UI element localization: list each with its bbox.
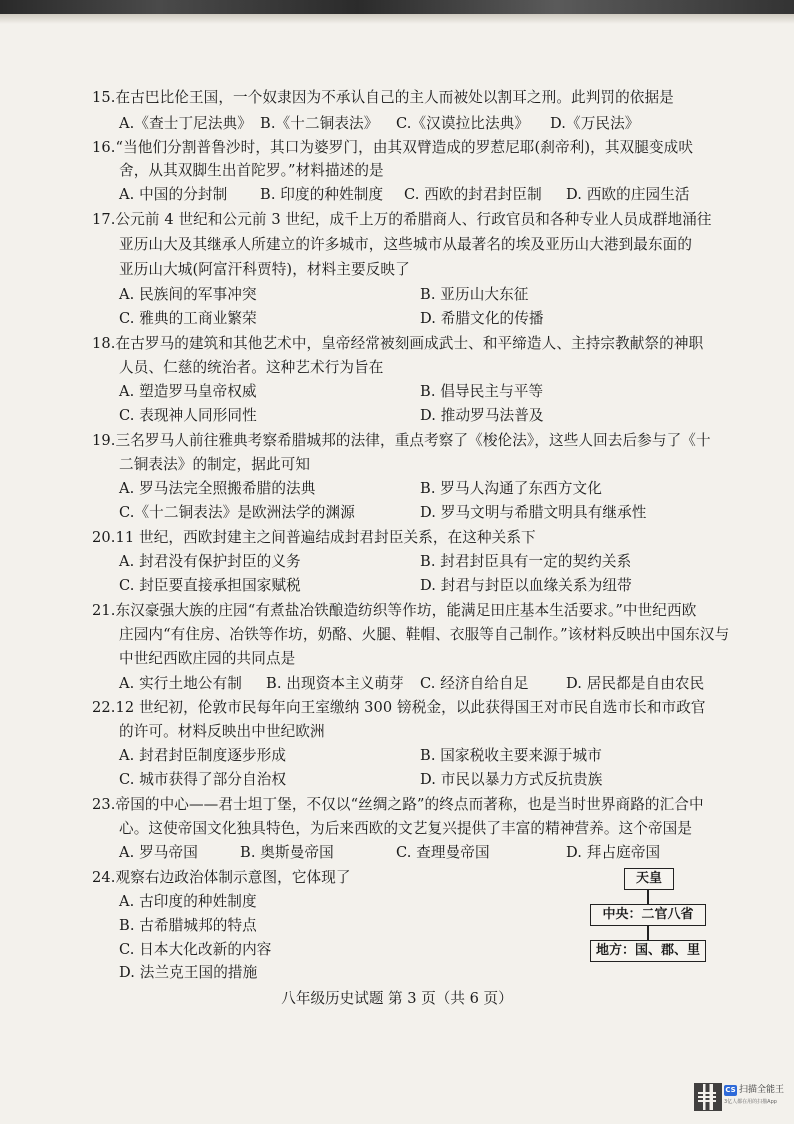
- q16-option-c: C. 西欧的封君封臣制: [404, 186, 542, 203]
- question-22-stem: 22.12 世纪初，伦敦市民每年向王室缴纳 300 镑税金，以此获得国王对市民自选市长和市政官: [92, 699, 706, 716]
- political-system-diagram: [590, 868, 708, 964]
- question-21-stem-cont-1: 庄园内“有住房、冶铁等作坊，奶酪、火腿、鞋帽、衣服等自己制作。”该材料反映出中国东汉与: [119, 626, 730, 643]
- q21-option-c: C. 经济自给自足: [420, 675, 529, 692]
- page-footer: 八年级历史试题 第 3 页（共 6 页）: [281, 990, 513, 1007]
- q20-option-a: A. 封君没有保护封臣的义务: [119, 553, 301, 570]
- q18-option-b: B. 倡导民主与平等: [420, 383, 544, 400]
- scanner-app-name: 扫描全能王: [739, 1085, 785, 1095]
- q19-option-c: C.《十二铜表法》是欧洲法学的渊源: [119, 504, 355, 521]
- q16-option-a: A. 中国的分封制: [119, 186, 228, 203]
- question-21-stem: 21.东汉豪强大族的庄园“有煮盐冶铁酿造纺织等作坊，能满足田庄基本生活要求。”中世纪西欧: [92, 602, 697, 619]
- q23-option-b: B. 奥斯曼帝国: [240, 844, 334, 861]
- question-24-stem: 24.观察右边政治体制示意图，它体现了: [92, 869, 351, 886]
- diagram-connector-top: [647, 890, 649, 904]
- q21-option-b: B. 出现资本主义萌芽: [266, 675, 404, 692]
- q16-option-d: D. 西欧的庄园生活: [566, 186, 690, 203]
- diagram-central-box: 中央：二官八省: [590, 904, 706, 926]
- question-19-stem: 19.三名罗马人前往雅典考察希腊城邦的法律，重点考察了《梭伦法》，这些人回去后参与了《十: [92, 432, 711, 449]
- question-21-stem-cont-2: 中世纪西欧庄园的共同点是: [119, 650, 296, 667]
- question-23-stem-cont: 心。这使帝国文化独具特色，为后来西欧的文艺复兴提供了丰富的精神营养。这个帝国是: [119, 820, 693, 837]
- q24-option-d: D. 法兰克王国的措施: [119, 964, 258, 981]
- q19-option-b: B. 罗马人沟通了东西方文化: [420, 480, 602, 497]
- q20-option-d: D. 封君与封臣以血缘关系为纽带: [420, 577, 632, 594]
- q18-option-c: C. 表现神人同形同性: [119, 407, 257, 424]
- question-23-stem: 23.帝国的中心——君士坦丁堡，不仅以“丝绸之路”的终点而著称，也是当时世界商路的汇合中: [92, 796, 704, 813]
- q20-option-b: B. 封君封臣具有一定的契约关系: [420, 553, 632, 570]
- q23-option-c: C. 查理曼帝国: [396, 844, 490, 861]
- scanner-app-tagline: 3亿人都在用的扫描App: [724, 1099, 777, 1105]
- question-22-stem-cont: 的许可。材料反映出中世纪欧洲: [119, 723, 325, 740]
- q17-option-c: C. 雅典的工商业繁荣: [119, 310, 257, 327]
- q16-option-b: B. 印度的种姓制度: [260, 186, 384, 203]
- q19-option-d: D. 罗马文明与希腊文明具有继承性: [420, 504, 647, 521]
- q17-option-b: B. 亚历山大东征: [420, 286, 529, 303]
- q15-option-a: A.《查士丁尼法典》: [119, 115, 252, 132]
- q18-option-d: D. 推动罗马法普及: [420, 407, 544, 424]
- q19-option-a: A. 罗马法完全照搬希腊的法典: [119, 480, 316, 497]
- diagram-connector-bottom: [647, 926, 649, 940]
- scanner-watermark: [694, 1083, 786, 1111]
- q17-option-d: D. 希腊文化的传播: [420, 310, 544, 327]
- qr-code-icon: [694, 1083, 722, 1111]
- question-17-stem: 17.公元前 4 世纪和公元前 3 世纪，成千上万的希腊商人、行政官员和各种专业人员成群地涌往: [92, 211, 712, 228]
- question-16-stem: 16.“当他们分割普鲁沙时，其口为婆罗门，由其双臂造成的罗惹尼耶(刹帝利)，其双腿变成吠: [92, 139, 694, 156]
- q23-option-a: A. 罗马帝国: [119, 844, 198, 861]
- q15-option-d: D.《万民法》: [550, 115, 640, 132]
- q18-option-a: A. 塑造罗马皇帝权威: [119, 383, 257, 400]
- q22-option-b: B. 国家税收主要来源于城市: [420, 747, 602, 764]
- question-16-stem-cont: 舍，从其双脚生出首陀罗。”材料描述的是: [119, 162, 384, 179]
- camscanner-logo-icon: CS: [725, 1086, 736, 1094]
- question-20-stem: 20.11 世纪，西欧封建主之间普遍结成封君封臣关系，在这种关系下: [92, 529, 536, 546]
- diagram-local-box: 地方：国、郡、里: [590, 940, 706, 962]
- q23-option-d: D. 拜占庭帝国: [566, 844, 661, 861]
- q20-option-c: C. 封臣要直接承担国家赋税: [119, 577, 301, 594]
- q21-option-d: D. 居民都是自由农民: [566, 675, 705, 692]
- diagram-emperor-box: 天皇: [624, 868, 674, 890]
- q24-option-a: A. 古印度的种姓制度: [119, 893, 257, 910]
- q22-option-a: A. 封君封臣制度逐步形成: [119, 747, 287, 764]
- q22-option-d: D. 市民以暴力方式反抗贵族: [420, 771, 603, 788]
- question-18-stem-cont: 人员、仁慈的统治者。这种艺术行为旨在: [119, 359, 384, 376]
- q17-option-a: A. 民族间的军事冲突: [119, 286, 257, 303]
- q21-option-a: A. 实行土地公有制: [119, 675, 242, 692]
- question-15-stem: 15.在古巴比伦王国，一个奴隶因为不承认自己的主人而被处以割耳之刑。此判罚的依据是: [92, 89, 674, 106]
- question-19-stem-cont: 二铜表法》的制定，据此可知: [119, 456, 311, 473]
- question-17-stem-cont-2: 亚历山大城(阿富汗科贾特)，材料主要反映了: [119, 261, 410, 278]
- question-17-stem-cont-1: 亚历山大及其继承人所建立的许多城市，这些城市从最著名的埃及亚历山大港到最东面的: [119, 236, 693, 253]
- q22-option-c: C. 城市获得了部分自治权: [119, 771, 287, 788]
- q15-option-b: B.《十二铜表法》: [260, 115, 379, 132]
- q24-option-b: B. 古希腊城邦的特点: [119, 917, 257, 934]
- q24-option-c: C. 日本大化改新的内容: [119, 941, 272, 958]
- question-18-stem: 18.在古罗马的建筑和其他艺术中，皇帝经常被刻画成武士、和平缔造人、主持宗教献祭的神职: [92, 335, 704, 352]
- q15-option-c: C.《汉谟拉比法典》: [396, 115, 530, 132]
